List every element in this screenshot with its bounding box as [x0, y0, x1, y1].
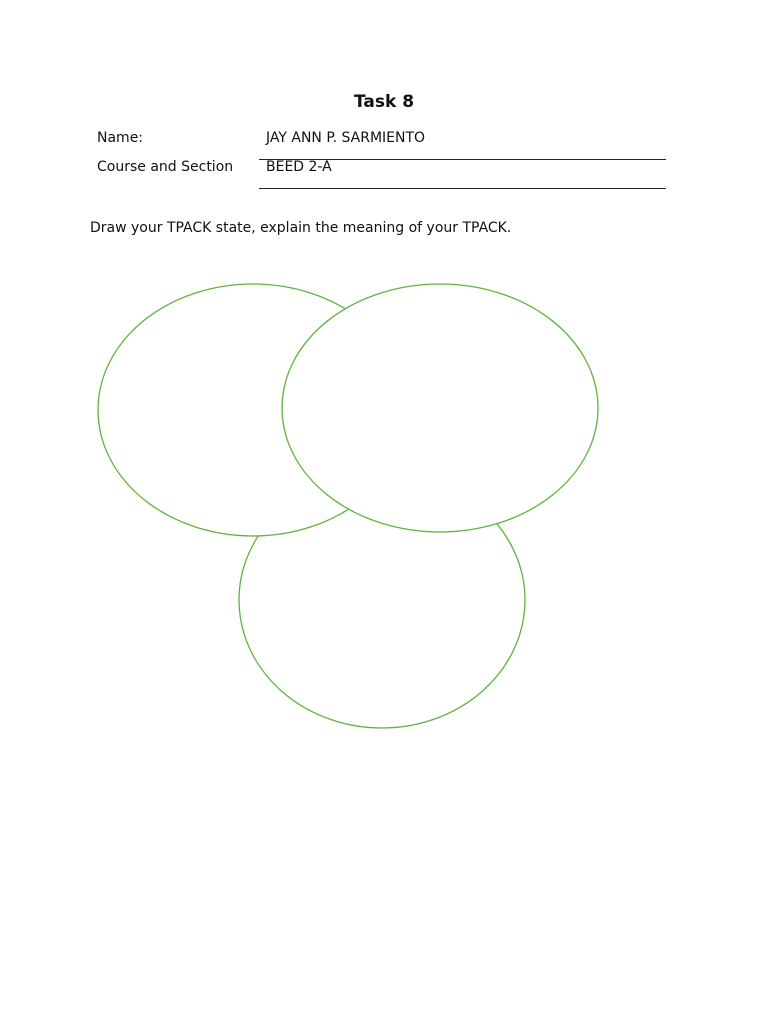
course-label: Course and Section: [97, 159, 234, 175]
instruction-text: Draw your TPACK state, explain the meaning of your TPACK.: [90, 220, 512, 236]
course-value: BEED 2-A: [266, 159, 332, 175]
name-value: JAY ANN P. SARMIENTO: [266, 130, 426, 146]
page-title: Task 8: [353, 92, 415, 112]
venn-circle-right: [282, 284, 598, 532]
name-label: Name:: [97, 130, 144, 146]
